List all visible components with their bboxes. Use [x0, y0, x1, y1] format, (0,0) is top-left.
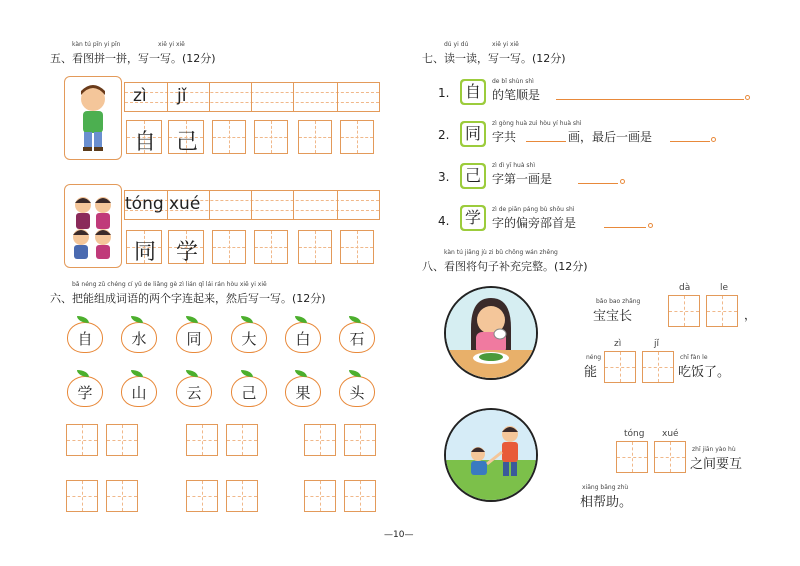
- q3-answer-blank[interactable]: [578, 183, 618, 184]
- section-5-pinyin-1: kàn tú pīn yi pīn: [72, 41, 121, 48]
- write-box[interactable]: [106, 424, 138, 456]
- section-7-pinyin-1: dú yi dú: [444, 41, 469, 48]
- section-8-pinyin: kàn tú jiāng jù zi bǔ chōng wán zhěng: [444, 249, 558, 256]
- write-box[interactable]: [340, 120, 374, 154]
- write-box[interactable]: [66, 480, 98, 512]
- apple-da[interactable]: 大: [230, 316, 268, 354]
- q3-text: 字第一画是: [492, 172, 553, 186]
- section-6-title: [50, 281, 326, 306]
- sentence-3-suffix: 之间要互: [690, 457, 743, 472]
- write-box[interactable]: [298, 230, 332, 264]
- apple-guo[interactable]: 果: [284, 370, 322, 408]
- write-box[interactable]: [344, 480, 376, 512]
- section-5-title: [50, 41, 216, 66]
- apple-zi[interactable]: 自: [66, 316, 104, 354]
- write-box[interactable]: [212, 120, 246, 154]
- answer-box-xue[interactable]: [654, 441, 686, 473]
- write-box[interactable]: [298, 120, 332, 154]
- sentence-2-suffix: 吃饭了。: [678, 365, 731, 380]
- q3-char-box: 己: [460, 163, 486, 189]
- sentence-2-prefix: 能: [584, 365, 598, 380]
- classmates-illustration: [65, 185, 121, 267]
- q1-answer-blank[interactable]: [556, 99, 744, 100]
- q1-number: 1.: [438, 86, 450, 100]
- write-box[interactable]: [254, 120, 288, 154]
- pinyin-ji: jǐ: [177, 86, 187, 106]
- q4-char-box: 学: [460, 205, 486, 231]
- pinyin-xue: xué: [169, 194, 201, 214]
- q3-number: 3.: [438, 170, 450, 184]
- answer-box-le[interactable]: [706, 295, 738, 327]
- apple-ji[interactable]: 己: [230, 370, 268, 408]
- apple-tong[interactable]: 同: [175, 316, 213, 354]
- q2-char-box: 同: [460, 121, 486, 147]
- children-helping-picture: [444, 408, 538, 502]
- girl-eating-picture: [444, 286, 538, 380]
- char-box-ji: [168, 120, 204, 154]
- q1-text: 的笔顺是: [492, 88, 541, 102]
- section-7-title: [422, 41, 566, 66]
- char-box-xue: [168, 230, 204, 264]
- section-8-title-text: 八、看图将句子补充完整。(12分): [422, 260, 588, 273]
- section-5-pinyin-2: xiě yi xiě: [158, 41, 185, 48]
- sentence-3-line-2: 相帮助。: [580, 495, 633, 510]
- write-box[interactable]: [186, 424, 218, 456]
- answer-box-zi[interactable]: [604, 351, 636, 383]
- write-box[interactable]: [66, 424, 98, 456]
- char-xue: 学: [176, 240, 199, 265]
- apple-bai[interactable]: 白: [284, 316, 322, 354]
- pinyin-tong: tóng: [125, 194, 164, 214]
- char-box-zi: [126, 120, 162, 154]
- char-ji: 己: [176, 130, 199, 155]
- q2-text-2: 画，最后一画是: [568, 130, 653, 144]
- section-8-title: [422, 249, 588, 274]
- q1-char-box: 自: [460, 79, 486, 105]
- char-zi: 自: [134, 130, 157, 155]
- q2-answer-blank-1[interactable]: [526, 141, 566, 142]
- q2-text-1: 字共: [492, 130, 517, 144]
- apple-shan[interactable]: 山: [120, 370, 158, 408]
- apple-tou[interactable]: 头: [338, 370, 376, 408]
- write-box[interactable]: [186, 480, 218, 512]
- boy-illustration: [65, 77, 121, 159]
- section-6-pinyin: bǎ néng zǔ chéng cí yǔ de liǎng gè zì lián qǐ lái rán hòu xiě yi xiě: [72, 281, 267, 288]
- pinyin-zi: zì: [133, 86, 147, 106]
- write-box[interactable]: [226, 480, 258, 512]
- write-box[interactable]: [304, 424, 336, 456]
- q4-text: 字的偏旁部首是: [492, 216, 577, 230]
- answer-box-tong[interactable]: [616, 441, 648, 473]
- q2-answer-blank-2[interactable]: [670, 141, 710, 142]
- char-box-tong: [126, 230, 162, 264]
- answer-box-ji[interactable]: [642, 351, 674, 383]
- write-box[interactable]: [106, 480, 138, 512]
- apple-xue[interactable]: 学: [66, 370, 104, 408]
- apple-shui[interactable]: 水: [120, 316, 158, 354]
- section-7-pinyin-2: xiě yi xiě: [492, 41, 519, 48]
- write-box[interactable]: [340, 230, 374, 264]
- pinyin-row-2: [124, 190, 380, 220]
- q4-answer-blank[interactable]: [604, 227, 646, 228]
- children-helping-illustration: [446, 410, 536, 500]
- section-6-title-text: 六、把能组成词语的两个字连起来，然后写一写。(12分): [50, 292, 326, 305]
- answer-box-da[interactable]: [668, 295, 700, 327]
- section-7-title-text: 七、读一读，写一写。(12分): [422, 52, 566, 65]
- char-tong: 同: [134, 240, 157, 265]
- q4-number: 4.: [438, 214, 450, 228]
- sentence-1-text: 宝宝长: [593, 309, 633, 324]
- classmates-picture: [64, 184, 122, 268]
- apple-yun[interactable]: 云: [175, 370, 213, 408]
- write-box[interactable]: [212, 230, 246, 264]
- pinyin-row-1: [124, 82, 380, 112]
- write-box[interactable]: [254, 230, 288, 264]
- page-number: —10—: [384, 530, 414, 540]
- write-box[interactable]: [344, 424, 376, 456]
- boy-picture: [64, 76, 122, 160]
- apple-shi[interactable]: 石: [338, 316, 376, 354]
- q2-number: 2.: [438, 128, 450, 142]
- girl-eating-illustration: [446, 288, 536, 378]
- section-5-title-text: 五、看图拼一拼，写一写。(12分): [50, 52, 216, 65]
- write-box[interactable]: [226, 424, 258, 456]
- write-box[interactable]: [304, 480, 336, 512]
